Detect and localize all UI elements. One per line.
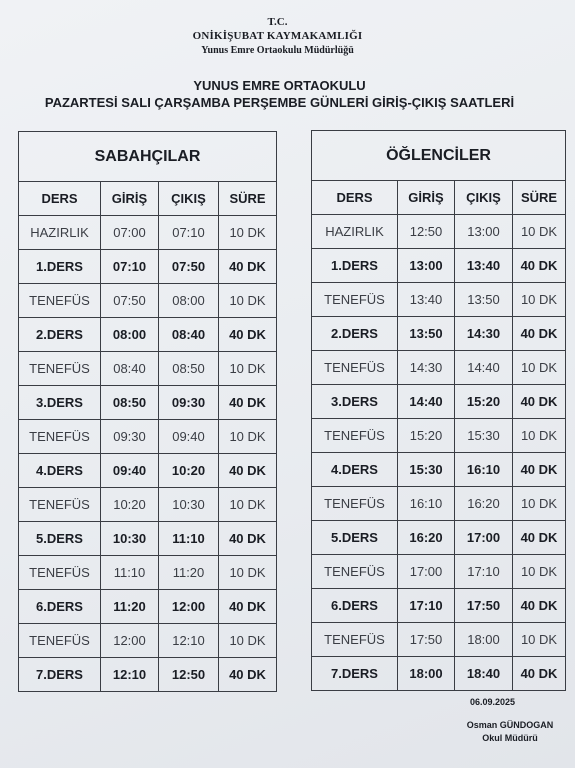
table-row xyxy=(312,317,566,351)
cell-cikis: 12:00 xyxy=(159,590,219,624)
table-row xyxy=(312,215,566,249)
cell-cikis: 08:40 xyxy=(159,318,219,352)
cell-ders: TENEFÜS xyxy=(312,623,398,657)
table-row xyxy=(19,318,277,352)
table-row xyxy=(312,419,566,453)
cell-cikis: 07:10 xyxy=(159,216,219,250)
column-header: SÜRE xyxy=(513,181,566,215)
cell-sure: 10 DK xyxy=(513,555,566,589)
school-name: YUNUS EMRE ORTAOKULU xyxy=(193,78,366,93)
cell-sure: 10 DK xyxy=(513,283,566,317)
cell-ders: TENEFÜS xyxy=(19,352,101,386)
table-row xyxy=(19,420,277,454)
cell-sure: 10 DK xyxy=(219,284,277,318)
column-header: GİRİŞ xyxy=(398,181,455,215)
column-header: ÇIKIŞ xyxy=(159,182,219,216)
cell-ders: TENEFÜS xyxy=(19,420,101,454)
column-header: ÇIKIŞ xyxy=(455,181,513,215)
table-row xyxy=(312,453,566,487)
cell-giris: 09:30 xyxy=(101,420,159,454)
cell-ders: TENEFÜS xyxy=(19,488,101,522)
cell-sure: 10 DK xyxy=(219,488,277,522)
cell-giris: 07:00 xyxy=(101,216,159,250)
cell-ders: 2.DERS xyxy=(19,318,101,352)
cell-sure: 10 DK xyxy=(219,352,277,386)
cell-sure: 40 DK xyxy=(219,318,277,352)
cell-ders: HAZIRLIK xyxy=(312,215,398,249)
cell-sure: 40 DK xyxy=(219,522,277,556)
column-header: GİRİŞ xyxy=(101,182,159,216)
cell-sure: 40 DK xyxy=(513,249,566,283)
table-row xyxy=(19,386,277,420)
cell-cikis: 11:20 xyxy=(159,556,219,590)
cell-sure: 40 DK xyxy=(513,589,566,623)
cell-ders: TENEFÜS xyxy=(312,283,398,317)
cell-cikis: 09:40 xyxy=(159,420,219,454)
cell-cikis: 11:10 xyxy=(159,522,219,556)
cell-giris: 09:40 xyxy=(101,454,159,488)
afternoon-schedule-table xyxy=(311,130,566,691)
cell-sure: 40 DK xyxy=(219,250,277,284)
cell-ders: TENEFÜS xyxy=(312,555,398,589)
cell-sure: 40 DK xyxy=(219,454,277,488)
table-row xyxy=(312,623,566,657)
cell-ders: 5.DERS xyxy=(312,521,398,555)
cell-ders: 4.DERS xyxy=(19,454,101,488)
cell-sure: 10 DK xyxy=(513,623,566,657)
cell-sure: 40 DK xyxy=(219,658,277,692)
cell-sure: 10 DK xyxy=(513,351,566,385)
column-header: DERS xyxy=(312,181,398,215)
cell-sure: 10 DK xyxy=(219,624,277,658)
cell-ders: 3.DERS xyxy=(19,386,101,420)
cell-giris: 11:10 xyxy=(101,556,159,590)
column-header: SÜRE xyxy=(219,182,277,216)
table-row xyxy=(19,556,277,590)
cell-ders: 1.DERS xyxy=(312,249,398,283)
cell-giris: 15:30 xyxy=(398,453,455,487)
cell-cikis: 10:20 xyxy=(159,454,219,488)
cell-ders: TENEFÜS xyxy=(19,624,101,658)
cell-giris: 12:50 xyxy=(398,215,455,249)
cell-ders: 7.DERS xyxy=(312,657,398,691)
column-header: DERS xyxy=(19,182,101,216)
cell-giris: 15:20 xyxy=(398,419,455,453)
table-row xyxy=(312,555,566,589)
cell-giris: 16:10 xyxy=(398,487,455,521)
table-row xyxy=(312,283,566,317)
table-row xyxy=(312,351,566,385)
cell-sure: 10 DK xyxy=(219,556,277,590)
cell-cikis: 16:20 xyxy=(455,487,513,521)
cell-giris: 17:10 xyxy=(398,589,455,623)
afternoon-table-title: ÖĞLENCİLER xyxy=(312,131,566,181)
cell-cikis: 13:00 xyxy=(455,215,513,249)
cell-cikis: 18:00 xyxy=(455,623,513,657)
afternoon-column-headers xyxy=(312,181,566,215)
cell-ders: TENEFÜS xyxy=(312,351,398,385)
cell-cikis: 13:50 xyxy=(455,283,513,317)
cell-sure: 40 DK xyxy=(513,453,566,487)
cell-giris: 08:50 xyxy=(101,386,159,420)
cell-giris: 10:20 xyxy=(101,488,159,522)
table-row xyxy=(19,488,277,522)
cell-ders: HAZIRLIK xyxy=(19,216,101,250)
cell-ders: TENEFÜS xyxy=(312,487,398,521)
cell-ders: 3.DERS xyxy=(312,385,398,419)
cell-cikis: 10:30 xyxy=(159,488,219,522)
cell-cikis: 18:40 xyxy=(455,657,513,691)
cell-ders: 6.DERS xyxy=(312,589,398,623)
cell-cikis: 12:50 xyxy=(159,658,219,692)
table-row xyxy=(312,487,566,521)
cell-cikis: 16:10 xyxy=(455,453,513,487)
table-row xyxy=(19,352,277,386)
cell-ders: TENEFÜS xyxy=(19,556,101,590)
morning-schedule-table xyxy=(18,131,277,692)
cell-cikis: 07:50 xyxy=(159,250,219,284)
cell-cikis: 17:50 xyxy=(455,589,513,623)
cell-giris: 16:20 xyxy=(398,521,455,555)
cell-sure: 10 DK xyxy=(219,216,277,250)
header-directorate: Yunus Emre Ortaokulu Müdürlüğü xyxy=(201,45,354,56)
cell-cikis: 15:20 xyxy=(455,385,513,419)
cell-giris: 08:40 xyxy=(101,352,159,386)
cell-giris: 10:30 xyxy=(101,522,159,556)
cell-cikis: 17:10 xyxy=(455,555,513,589)
cell-sure: 40 DK xyxy=(513,521,566,555)
cell-cikis: 14:40 xyxy=(455,351,513,385)
signature-title: Okul Müdürü xyxy=(482,733,538,743)
cell-giris: 12:00 xyxy=(101,624,159,658)
cell-sure: 10 DK xyxy=(513,215,566,249)
cell-sure: 10 DK xyxy=(513,419,566,453)
cell-giris: 14:30 xyxy=(398,351,455,385)
morning-column-headers xyxy=(19,182,277,216)
cell-giris: 14:40 xyxy=(398,385,455,419)
table-row xyxy=(19,454,277,488)
schedule-subtitle: PAZARTESİ SALI ÇARŞAMBA PERŞEMBE GÜNLERİ GİRİŞ-ÇIKIŞ SAATLERİ xyxy=(44,95,515,110)
table-row xyxy=(312,521,566,555)
cell-giris: 08:00 xyxy=(101,318,159,352)
cell-cikis: 17:00 xyxy=(455,521,513,555)
cell-giris: 17:00 xyxy=(398,555,455,589)
cell-cikis: 15:30 xyxy=(455,419,513,453)
cell-ders: 6.DERS xyxy=(19,590,101,624)
cell-sure: 40 DK xyxy=(513,385,566,419)
cell-sure: 10 DK xyxy=(219,420,277,454)
cell-giris: 18:00 xyxy=(398,657,455,691)
cell-ders: 2.DERS xyxy=(312,317,398,351)
cell-cikis: 12:10 xyxy=(159,624,219,658)
table-row xyxy=(312,249,566,283)
table-row xyxy=(312,589,566,623)
table-row xyxy=(312,657,566,691)
cell-giris: 13:40 xyxy=(398,283,455,317)
cell-giris: 13:50 xyxy=(398,317,455,351)
cell-ders: 5.DERS xyxy=(19,522,101,556)
cell-sure: 10 DK xyxy=(513,487,566,521)
header-governorship: ONİKİŞUBAT KAYMAKAMLIĞI xyxy=(192,30,363,42)
cell-sure: 40 DK xyxy=(513,317,566,351)
cell-cikis: 13:40 xyxy=(455,249,513,283)
table-row xyxy=(19,590,277,624)
table-row xyxy=(312,385,566,419)
cell-cikis: 14:30 xyxy=(455,317,513,351)
signature-date: 06.09.2025 xyxy=(470,697,516,707)
cell-ders: 7.DERS xyxy=(19,658,101,692)
header-tc: T.C. xyxy=(267,16,288,28)
cell-sure: 40 DK xyxy=(513,657,566,691)
morning-table-title: SABAHÇILAR xyxy=(19,132,277,182)
cell-cikis: 08:00 xyxy=(159,284,219,318)
cell-giris: 17:50 xyxy=(398,623,455,657)
cell-ders: TENEFÜS xyxy=(312,419,398,453)
cell-giris: 13:00 xyxy=(398,249,455,283)
cell-giris: 11:20 xyxy=(101,590,159,624)
cell-sure: 40 DK xyxy=(219,386,277,420)
cell-giris: 12:10 xyxy=(101,658,159,692)
cell-ders: 1.DERS xyxy=(19,250,101,284)
cell-sure: 40 DK xyxy=(219,590,277,624)
cell-ders: 4.DERS xyxy=(312,453,398,487)
cell-ders: TENEFÜS xyxy=(19,284,101,318)
cell-cikis: 08:50 xyxy=(159,352,219,386)
table-row xyxy=(19,250,277,284)
table-row xyxy=(19,624,277,658)
cell-giris: 07:50 xyxy=(101,284,159,318)
table-row xyxy=(19,216,277,250)
table-row xyxy=(19,284,277,318)
signature-name: Osman GÜNDOGAN xyxy=(466,720,554,730)
cell-cikis: 09:30 xyxy=(159,386,219,420)
cell-giris: 07:10 xyxy=(101,250,159,284)
table-row xyxy=(19,658,277,692)
table-row xyxy=(19,522,277,556)
